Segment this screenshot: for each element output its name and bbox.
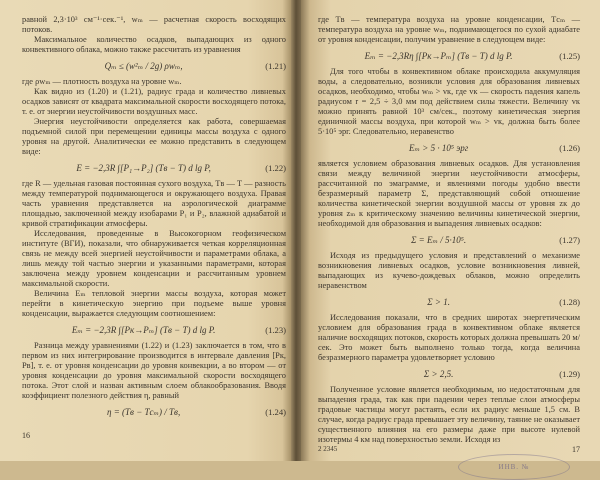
equation-1-27: Σ = Eₘ / 5·10⁵.: [411, 234, 467, 245]
paragraph: Полученное условие является необходимым, но недостаточным для выпадения града, так как при падении через теплые слои атмосферы градовые частицы могут растаять, если их радиус меньше 1,5 см. В случае, когда радиус града превышает эту величину, таяние не оказывает существенного влияния на его размеры даже при высоте нулевой изотермы 4 км над поверхностью земли. Исходя из: [318, 385, 580, 444]
equation-number: (1.23): [265, 325, 286, 335]
equation-row: [22, 321, 286, 339]
stamp-text: ИНВ. №: [498, 463, 530, 471]
page-footer: [22, 431, 286, 461]
equation-number: (1.28): [559, 297, 580, 307]
left-page: [0, 0, 291, 461]
equation-number: (1.27): [559, 235, 580, 245]
equation-number: (1.22): [265, 163, 286, 173]
equation-row: [318, 231, 580, 249]
equation-number: (1.25): [559, 51, 580, 61]
paragraph: где Tв — температура воздуха на уровне конденсации, Tсₘ — температура воздуха на уровне wₘ, поднимающегося по сухой адиабате от уровня конденсации, получим уравнение в следующем виде:: [318, 15, 580, 44]
equation-number: (1.24): [265, 407, 286, 417]
page-footer: [318, 445, 580, 475]
equation-number: (1.26): [559, 143, 580, 153]
equation-row: [318, 139, 580, 157]
paragraph: Для того чтобы в конвективном облаке происходила аккумуляция воды, а следовательно, возникли условия для образования ливневых осадков, необходимо, чтобы wₘ > vк, где vк — скорость падения капель радиусом r = 2,5 ÷ 3,0 мм под действием силы тяжести. Величину vк можно принять равной 10³ см/сек., поэтому кинетическая энергия единичной массы воздуха, при которой wₘ > vк, должна быть более 5·10⁵ эрг. Следовательно, неравенство: [318, 67, 580, 136]
book-spine: [291, 0, 301, 461]
paragraph: где ρwₘ — плотность воздуха на уровне wₘ.: [22, 77, 182, 86]
equation-row: [318, 47, 580, 65]
equation-number: (1.29): [559, 369, 580, 379]
paragraph: Как видно из (1.20) и (1.21), радиус града и количество ливневых осадков зависят от квадрата максимальной скорости восходящего потока, т. е. от энергии неустойчивости воздушных масс.: [22, 87, 286, 116]
paragraph: Энергия неустойчивости определяется как работа, совершаемая подъемной силой при перемещении единицы массы воздуха с одного уровня на другой. Аналитически ее можно представить в следующем виде:: [22, 117, 286, 156]
equation-1-21: Qₘ ≤ (w²ₘ / 2g) ρwₘ,: [104, 60, 183, 71]
paragraph: Разница между уравнениями (1.22) и (1.23) заключается в том, что в первом из них интегрирование производится в интервале давления [Pк, Pв], т. е. от уровня конденсации до уровня конвекции, а во втором — от уровня конденсации до уровня максимальной скорости восходящего потока. Этот слой и назван активным слоем облакообразования. Вводя коэффициент полезного действия η, равный: [22, 341, 286, 400]
equation-row: [22, 159, 286, 177]
equation-1-24: η = (Tв − Tсₘ) / Tв,: [107, 406, 181, 417]
paragraph: Максимальное количество осадков, выпадающих из одного конвективного облака, можно также рассчитать из уравнения: [22, 35, 286, 54]
equation-1-28: Σ > 1.: [427, 297, 450, 307]
equation-1-26: Eₘ > 5 · 10⁵ эрг: [409, 142, 469, 153]
paragraph: Исследования показали, что в средних широтах энергетическим условием для образования града в конвективном облаке является наличие восходящих потоков, скорость которых должна превышать 20 м/сек. Это может быть выполнено только тогда, когда величина безразмерного параметра удовлетворяет условию: [318, 313, 580, 362]
paragraph: Величина Eₘ тепловой энергии массы воздуха, которая может перейти в кинетическую энергию при подъеме выше уровня конденсации, выражается следующим соотношением:: [22, 289, 286, 318]
right-page: [301, 0, 600, 471]
paragraph: Исследования, проведенные в Высокогорном геофизическом институте (ВГИ), показали, что обнаруживается четкая корреляционная связь не между всей энергией неустойчивости и параметрами облака, а лишь между той частью энергии и указанными параметрами, которая заключена между уровнем конденсации и рассчитанным уровнем максимальной скорости.: [22, 229, 286, 288]
page-number: 16: [22, 431, 30, 440]
paragraph: является условием образования ливневых осадков. Для установления связи между величиной энергии неустойчивости атмосферы, рассчитанной по эмаграмме, и явлениями погоды удобно ввести безразмерный параметр Σ, представляющий собой отношение количества кинетической энергии воздушной массы от уровня zк до уровня zₘ к критическому значению величины кинетической энергии, необходимой для образования и выпадения ливневых осадков:: [318, 159, 580, 228]
equation-row: [318, 293, 580, 311]
equation-row: [22, 57, 286, 75]
equation-1-29: Σ > 2,5.: [423, 369, 454, 379]
equation-number: (1.21): [265, 61, 286, 71]
library-stamp: [458, 454, 570, 480]
equation-1-25: Eₘ = −2,3Rη ∫[Pк→Pₘ] (Tв − T) d lg P.: [364, 50, 513, 61]
equation-row: [22, 403, 286, 421]
paragraph: Исходя из предыдущего условия и представлений о механизме возникновения ливневых осадков, условие возникновения ливней, выпадающих из кучево-дождевых облаков, можно определить неравенством: [318, 251, 580, 290]
equation-1-23: Eₘ = −2,3R ∫[Pк→Pₘ] (Tв − T) d lg P.: [71, 324, 216, 335]
page-number: 17: [572, 445, 580, 454]
equation-1-22: E = −2,3R ∫[P₁→P₂] (Tв − T) d lg P,: [76, 163, 211, 173]
signature-mark: 2 2345: [318, 445, 338, 453]
equation-row: [318, 365, 580, 383]
paragraph: где R — удельная газовая постоянная сухого воздуха, Tв — T — разность между температурой поднимающегося и окружающего воздуха. Правая часть уравнения представляется на аэрологической диаграмме площадью, заключенной между изобарами P₁ и P₂, влажной адиабатой и кривой стратификации атмосферы.: [22, 179, 286, 228]
paragraph: равной 2,3·10³ см⁻¹·сек.⁻¹, wₘ — расчетная скорость восходящих потоков.: [22, 15, 286, 34]
